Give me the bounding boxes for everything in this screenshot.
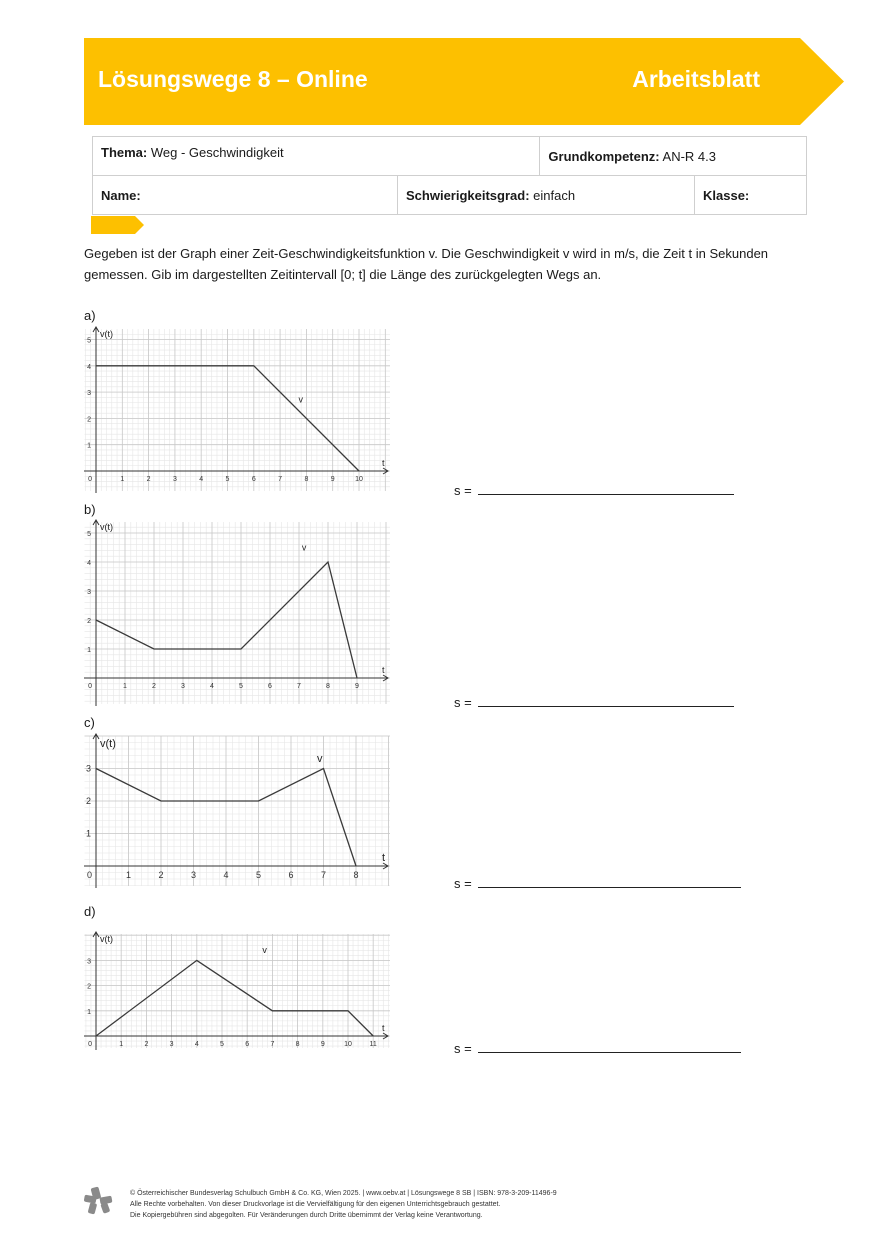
x-tick-label: 6	[245, 1041, 250, 1048]
y-tick-label: 3	[85, 763, 91, 774]
x-tick-label: 6	[251, 476, 256, 483]
x-tick-label: 3	[190, 870, 197, 880]
x-tick-label: 2	[158, 870, 164, 880]
x-tick-label: 1	[119, 1041, 124, 1048]
footer-line-1: © Österreichischer Bundesverlag Schulbuch GmbH & Co. KG, Wien 2025. | www.oebv.at | Lösungswege 8 SB | ISBN: 978-3-209-11496-9	[130, 1190, 557, 1197]
answer-d-prefix: s =	[454, 1041, 472, 1056]
x-tick-label: 1	[120, 476, 125, 483]
y-axis-label: v(t)	[100, 934, 113, 944]
page-title: Lösungswege 8 – Online	[98, 66, 368, 92]
task-description: Gegeben ist der Graph einer Zeit-Geschwindigkeitsfunktion v. Die Geschwindigkeit v wird in m/s, die Zeit t in Sekunden gemessen. Gib im dargestellten Zeitintervall [0; t] die Länge des zurückgelegten Wegs an.	[84, 246, 769, 282]
y-tick-label: 3	[87, 958, 91, 966]
origin-label: 0	[86, 870, 92, 880]
x-tick-label: 7	[297, 683, 301, 690]
x-axis-label: t	[382, 1023, 385, 1033]
x-tick-label: 5	[239, 683, 243, 690]
name-cell[interactable]	[93, 176, 398, 215]
class-label: Klasse:	[703, 187, 750, 203]
x-tick-label: 9	[330, 476, 335, 483]
x-tick-label: 4	[194, 1041, 199, 1048]
x-tick-label: 2	[144, 1041, 149, 1048]
y-tick-label: 5	[87, 531, 91, 538]
series-label-v: v	[317, 753, 323, 765]
class-cell[interactable]	[695, 176, 807, 215]
arrow-tag	[91, 216, 145, 234]
y-axis-label: v(t)	[100, 738, 116, 750]
x-tick-label: 8	[353, 870, 359, 880]
part-d-label: d)	[84, 904, 96, 919]
chart-c	[84, 732, 392, 888]
publisher-logo-icon	[82, 1185, 114, 1217]
series-label-v: v	[298, 394, 304, 405]
x-tick-label: 2	[146, 476, 151, 483]
answer-c	[454, 875, 741, 891]
x-tick-label: 4	[223, 870, 229, 880]
chart-b	[84, 518, 392, 706]
x-tick-label: 9	[355, 683, 359, 690]
footer	[130, 1188, 557, 1221]
answer-a	[454, 482, 734, 498]
x-tick-label: 3	[169, 1041, 174, 1048]
x-tick-label: 5	[220, 1041, 224, 1048]
x-tick-label: 6	[268, 683, 272, 690]
x-tick-label: 3	[181, 683, 185, 690]
competence-label: Grundkompetenz:	[548, 148, 660, 164]
answer-c-input[interactable]	[478, 875, 741, 888]
y-tick-label: 1	[85, 828, 91, 839]
y-tick-label: 1	[87, 1008, 91, 1016]
origin-label: 0	[88, 476, 92, 483]
topic-label: Thema:	[101, 145, 148, 160]
x-tick-label: 1	[123, 683, 127, 690]
y-axis-label: v(t)	[100, 522, 113, 532]
competence-cell	[540, 137, 807, 176]
y-tick-label: 4	[87, 560, 91, 567]
topic-value: Weg - Geschwindigkeit	[150, 145, 284, 160]
answer-a-prefix: s =	[454, 483, 472, 498]
footer-line-3: Die Kopiergebühren sind abgegolten. Für Veränderungen durch Dritte übernimmt der Verlag keine Verantwortung.	[130, 1212, 483, 1219]
competence-value: AN-R 4.3	[662, 148, 717, 164]
x-tick-label: 9	[320, 1041, 325, 1048]
y-tick-label: 2	[85, 796, 91, 806]
origin-label: 0	[88, 1041, 92, 1048]
part-b-label: b)	[84, 502, 96, 517]
footer-line-2: Alle Rechte vorbehalten. Von dieser Druckvorlage ist die Vervielfältigung für den eigenen Unterrichtsgebrauch gestattet.	[130, 1201, 501, 1208]
x-tick-label: 5	[225, 476, 230, 483]
difficulty-label: Schwierigkeitsgrad:	[406, 187, 530, 203]
y-tick-label: 3	[87, 390, 91, 398]
name-label: Name:	[101, 187, 141, 203]
origin-label: 0	[88, 683, 92, 690]
y-tick-label: 5	[87, 337, 91, 345]
chart-d	[84, 930, 392, 1050]
difficulty-value: einfach	[533, 187, 576, 203]
x-tick-label: 2	[152, 683, 156, 690]
y-tick-label: 2	[87, 416, 91, 424]
x-tick-label: 8	[295, 1041, 300, 1048]
x-tick-label: 8	[326, 683, 330, 690]
answer-a-input[interactable]	[478, 482, 734, 495]
y-tick-label: 1	[87, 442, 91, 450]
y-tick-label: 3	[87, 589, 91, 596]
x-tick-label: 10	[344, 1041, 352, 1048]
y-axis-label: v(t)	[100, 329, 113, 339]
x-tick-label: 11	[369, 1041, 377, 1048]
x-tick-label: 1	[125, 870, 132, 880]
arrow-tag-shape	[91, 216, 144, 234]
part-c-label: c)	[84, 715, 95, 730]
x-tick-label: 6	[288, 870, 294, 880]
answer-d-input[interactable]	[478, 1040, 741, 1053]
series-label-v: v	[301, 542, 307, 553]
series-line-v	[96, 960, 373, 1036]
y-tick-label: 2	[87, 983, 91, 991]
x-tick-label: 7	[278, 476, 283, 483]
page-type: Arbeitsblatt	[632, 66, 760, 92]
part-a-label: a)	[84, 308, 96, 323]
x-axis-label: t	[382, 665, 385, 675]
x-axis-label: t	[382, 852, 386, 864]
y-tick-label: 4	[87, 363, 91, 371]
x-tick-label: 4	[210, 683, 214, 690]
answer-b-input[interactable]	[478, 694, 734, 707]
x-tick-label: 3	[172, 476, 177, 483]
chart-a	[84, 325, 392, 493]
series-label-v: v	[262, 944, 267, 955]
x-tick-label: 8	[304, 476, 309, 483]
info-table	[92, 136, 807, 215]
answer-c-prefix: s =	[454, 876, 472, 891]
y-tick-label: 1	[87, 647, 91, 654]
x-tick-label: 4	[199, 476, 204, 483]
x-tick-label: 7	[270, 1041, 275, 1048]
topic-cell	[93, 137, 540, 176]
answer-d	[454, 1040, 741, 1056]
x-tick-label: 10	[355, 476, 363, 483]
x-tick-label: 5	[255, 870, 262, 880]
answer-b	[454, 694, 734, 710]
answer-b-prefix: s =	[454, 695, 472, 710]
x-tick-label: 7	[320, 870, 327, 880]
x-axis-label: t	[382, 458, 385, 468]
y-tick-label: 2	[87, 618, 91, 625]
difficulty-cell	[398, 176, 695, 215]
